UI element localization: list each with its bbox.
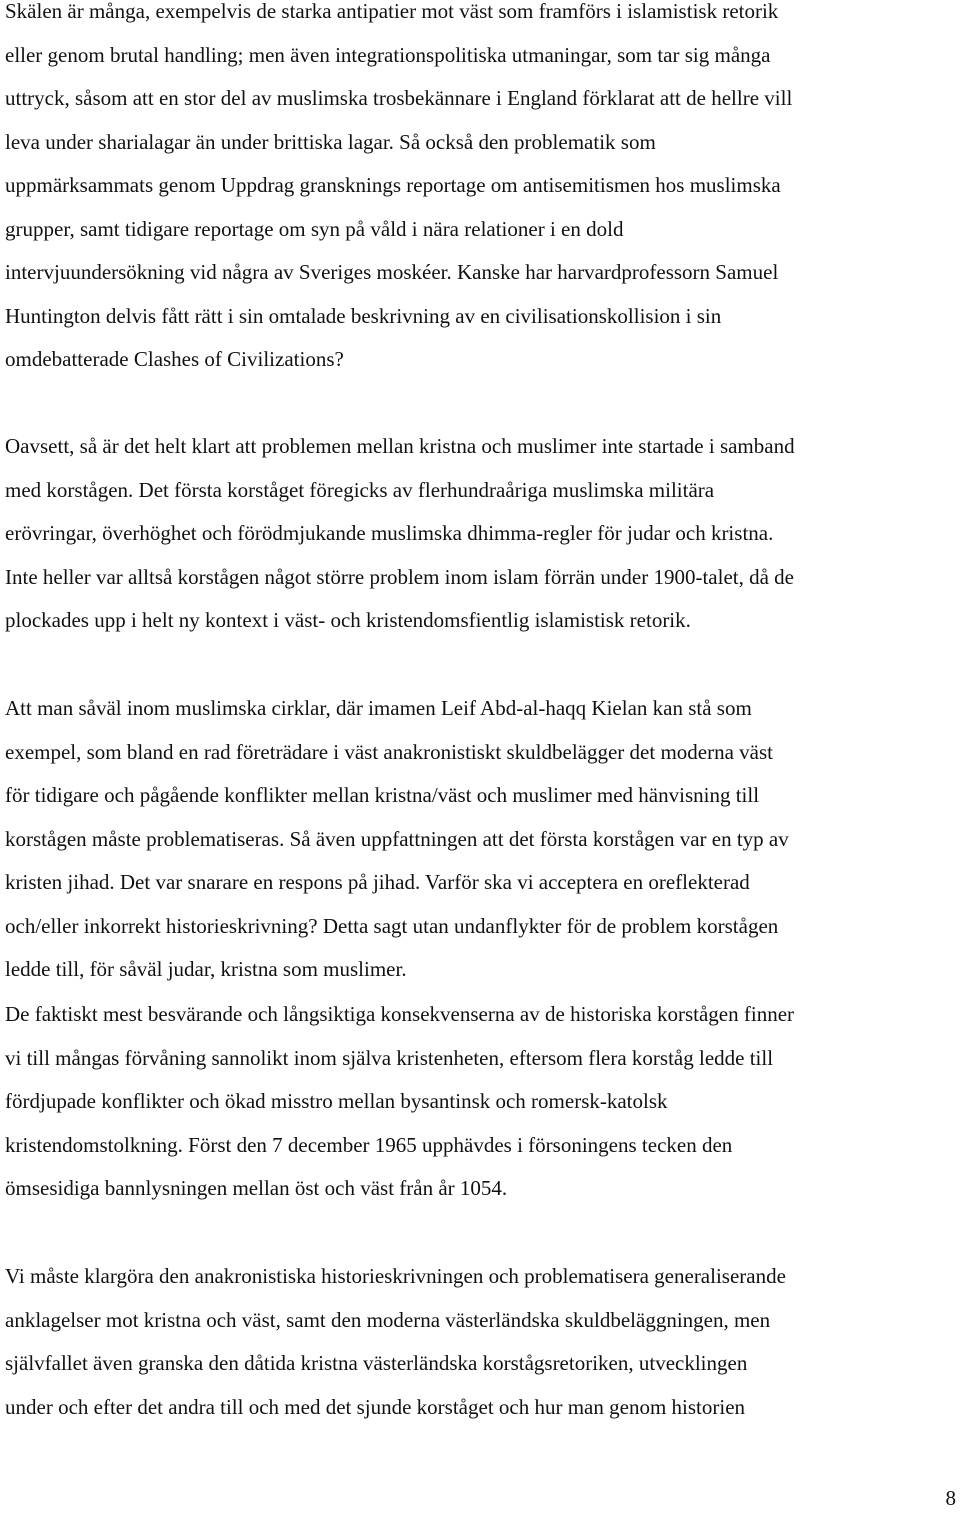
text-line: för tidigare och pågående konflikter mellan kristna/väst och muslimer med hänvisning till bbox=[5, 783, 760, 807]
text-line: Inte heller var alltså korstågen något större problem inom islam förrän under 1900-talet, då de bbox=[5, 564, 794, 589]
text-line: under och efter det andra till och med det sjunde korståget och hur man genom historien bbox=[5, 1394, 746, 1419]
text-line: Skälen är många, exempelvis de starka antipatier mot väst som framförs i islamistisk retorik bbox=[5, 0, 779, 23]
text-line: Oavsett, så är det helt klart att problemen mellan kristna och muslimer inte startade i samband bbox=[5, 434, 795, 458]
paragraph-5 bbox=[5, 1255, 955, 1429]
text-line: plockades upp i helt ny kontext i väst- och kristendomsfientlig islamistisk retorik. bbox=[5, 608, 691, 632]
text-line: uttryck, såsom att en stor del av muslimska trosbekännare i England förklarat att de hellre vill bbox=[5, 86, 793, 110]
text-line: ledde till, för såväl judar, kristna som muslimer. bbox=[5, 957, 407, 981]
text-line: uppmärksammats genom Uppdrag gransknings reportage om antisemitismen hos muslimska bbox=[5, 173, 781, 197]
text-line: Vi måste klargöra den anakronistiska historieskrivningen och problematisera generaliserande bbox=[5, 1264, 786, 1288]
paragraph-3 bbox=[5, 687, 955, 992]
text-line: omdebatterade Clashes of Civilizations? bbox=[5, 347, 344, 371]
text-line: Huntington delvis fått rätt i sin omtalade beskrivning av en civilisationskollision i sin bbox=[5, 303, 722, 328]
text-line: självfallet även granska den dåtida kristna västerländska korstågsretoriken, utvecklingen bbox=[5, 1351, 748, 1375]
paragraph-2 bbox=[5, 425, 955, 643]
text-line: med korstågen. Det första korståget föregicks av flerhundraåriga muslimska militära bbox=[5, 477, 715, 502]
text-line: erövringar, överhöghet och förödmjukande muslimska dhimma-regler för judar och kristna. bbox=[5, 521, 774, 545]
text-line: exempel, som bland en rad företrädare i väst anakronistiskt skuldbelägger det moderna väst bbox=[5, 739, 773, 764]
text-line: fördjupade konflikter och ökad misstro mellan bysantinsk och romersk-katolsk bbox=[5, 1089, 668, 1113]
text-line: korstågen måste problematiseras. Så även uppfattningen att det första korstågen var en typ av bbox=[5, 826, 789, 851]
text-line: anklagelser mot kristna och väst, samt den moderna västerländska skuldbeläggningen, men bbox=[5, 1307, 771, 1332]
text-line: leva under sharialagar än under brittiska lagar. Så också den problematik som bbox=[5, 129, 656, 154]
text-line: Att man såväl inom muslimska cirklar, där imamen Leif Abd-al-haqq Kielan kan stå som bbox=[5, 696, 752, 720]
text-line: och/eller inkorrekt historieskrivning? Detta sagt utan undanflykter för de problem korstågen bbox=[5, 913, 779, 938]
text-line: ömsesidiga bannlysningen mellan öst och väst från år 1054. bbox=[5, 1176, 508, 1200]
paragraph-4 bbox=[5, 993, 955, 1211]
text-line: intervjuundersökning vid några av Sveriges moskéer. Kanske har harvardprofessorn Samuel bbox=[5, 260, 779, 284]
text-line: vi till mångas förvåning sannolikt inom själva kristenheten, eftersom flera korståg ledde till bbox=[5, 1045, 774, 1070]
text-line: grupper, samt tidigare reportage om syn på våld i nära relationer i en dold bbox=[5, 216, 624, 241]
page-number: 8 bbox=[945, 1486, 956, 1510]
text-line: kristen jihad. Det var snarare en respons på jihad. Varför ska vi acceptera en oreflekterad bbox=[5, 870, 750, 894]
text-line: kristendomstolkning. Först den 7 december 1965 upphävdes i försoningens tecken den bbox=[5, 1132, 733, 1157]
text-line: eller genom brutal handling; men även integrationspolitiska utmaningar, som tar sig många bbox=[5, 42, 771, 67]
text-line: De faktiskt mest besvärande och långsiktiga konsekvenserna av de historiska korstågen finner bbox=[5, 1002, 795, 1026]
paragraph-1 bbox=[5, 0, 955, 382]
